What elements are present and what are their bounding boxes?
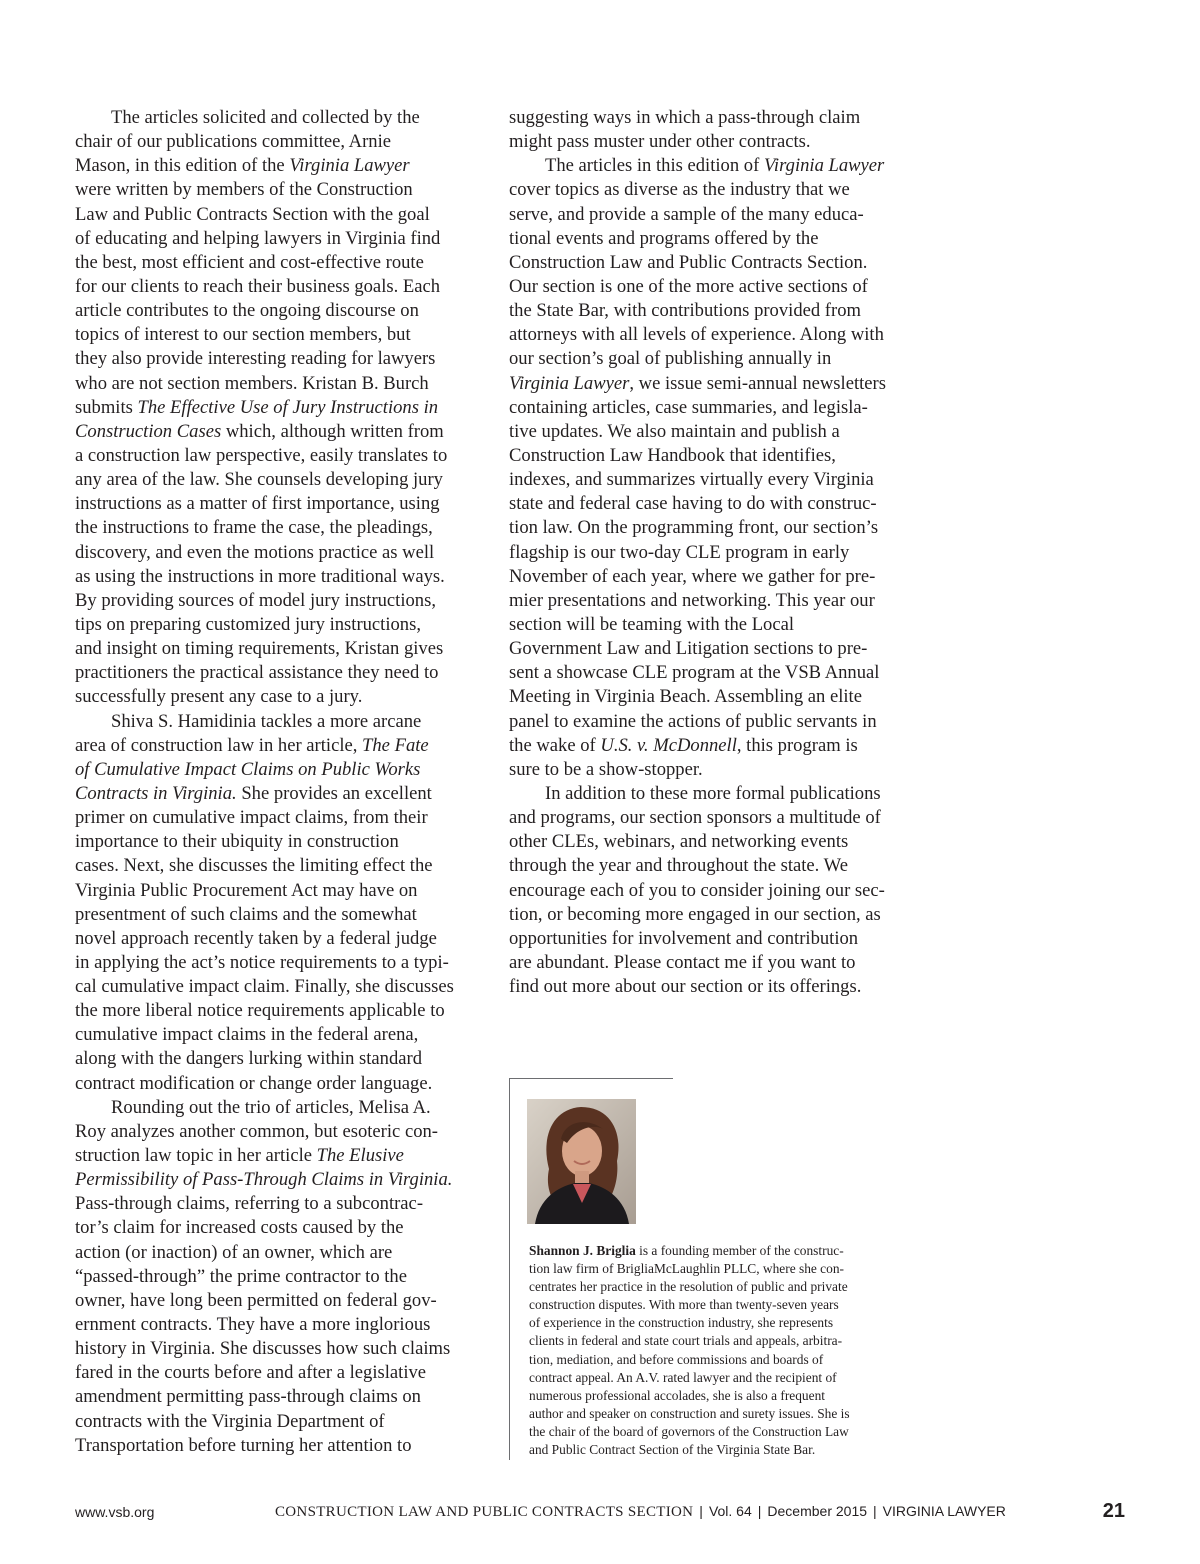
- italic-title: The Fate: [362, 734, 429, 756]
- bio-line: [529, 1369, 914, 1387]
- text-run: The articles in this edition of: [545, 155, 764, 177]
- text-line: tor’s claim for increased costs caused by the: [75, 1217, 404, 1239]
- text-line: serve, and provide a sample of the many educa-: [509, 203, 864, 225]
- text-line: [75, 758, 473, 782]
- bio-line: [529, 1441, 914, 1459]
- author-bio: [529, 1242, 914, 1459]
- text-line: fared in the courts before and after a legislative: [75, 1362, 427, 1384]
- text-line: contract modification or change order language.: [75, 1072, 433, 1094]
- bio-line: [529, 1405, 914, 1423]
- text-line: containing articles, case summaries, and legisla-: [509, 396, 868, 418]
- text-line: other CLEs, webinars, and networking events: [509, 831, 849, 853]
- footer-section-title: CONSTRUCTION LAW AND PUBLIC CONTRACTS SECTION: [275, 1504, 694, 1520]
- text-line: a construction law perspective, easily translates to: [75, 444, 448, 466]
- text-line: cumulative impact claims in the federal arena,: [75, 1024, 419, 1046]
- italic-title: The Effective Use of Jury Instructions in: [137, 396, 439, 418]
- bio-line: [529, 1242, 914, 1260]
- text-line: amendment permitting pass-through claims on: [75, 1386, 421, 1408]
- text-line: Transportation before turning her attention to: [75, 1434, 412, 1456]
- text-line: are abundant. Please contact me if you want to: [509, 951, 856, 973]
- text-run: area of construction law in her article,: [75, 734, 363, 756]
- text-line: attorneys with all levels of experience. Along with: [509, 324, 884, 346]
- text-line: Our section is one of the more active sections of: [509, 275, 868, 297]
- italic-title: Contracts in Virginia.: [75, 782, 237, 804]
- text-line: “passed-through” the prime contractor to the: [75, 1265, 407, 1287]
- text-run: , this program is: [736, 734, 858, 756]
- text-line: [75, 420, 473, 444]
- italic-title: Virginia Lawyer: [509, 372, 630, 394]
- text-line: sure to be a show-stopper.: [509, 758, 703, 780]
- text-line: [509, 372, 909, 396]
- text-line: novel approach recently taken by a federal judge: [75, 927, 437, 949]
- text-line: section will be teaming with the Local: [509, 613, 795, 635]
- text-line: [75, 396, 473, 420]
- text-line: practitioners the practical assistance they need to: [75, 662, 439, 684]
- italic-title: Construction Cases: [75, 420, 222, 442]
- text-line: were written by members of the Construction: [75, 179, 413, 201]
- text-line: successfully present any case to a jury.: [75, 686, 363, 708]
- bio-line: [529, 1278, 914, 1296]
- text-line: cal cumulative impact claim. Finally, she discusses: [75, 976, 454, 998]
- text-line: the best, most efficient and cost-effective route: [75, 251, 424, 273]
- italic-title: U.S. v. McDonnell: [600, 734, 737, 756]
- bio-text: is a founding member of the construc-: [635, 1243, 844, 1258]
- bio-line: [529, 1314, 914, 1332]
- text-line: [75, 782, 473, 806]
- text-line: tive updates. We also maintain and publish a: [509, 420, 840, 442]
- bio-frame-rule-top: [509, 1078, 673, 1079]
- footer-separator: |: [873, 1503, 877, 1519]
- text-line: ernment contracts. They have a more inglorious: [75, 1314, 431, 1336]
- text-line: Government Law and Litigation sections to pre-: [509, 638, 868, 660]
- article-column-left: [75, 106, 473, 1458]
- text-line: Meeting in Virginia Beach. Assembling an elite: [509, 686, 862, 708]
- italic-title: Permissibility of Pass-Through Claims in Virginia.: [75, 1169, 453, 1191]
- text-line: the State Bar, with contributions provided from: [509, 300, 861, 322]
- text-run: , we issue semi-annual newsletters: [629, 372, 886, 394]
- text-line: any area of the law. She counsels developing jury: [75, 469, 443, 491]
- text-line: Law and Public Contracts Section with the goal: [75, 203, 430, 225]
- text-line: [75, 1168, 473, 1192]
- author-name: Shannon J. Briglia: [529, 1243, 636, 1258]
- bio-text: tion law firm of BrigliaMcLaughlin PLLC, where she con-: [529, 1261, 844, 1277]
- bio-line: [529, 1423, 914, 1441]
- text-line: sent a showcase CLE program at the VSB Annual: [509, 662, 880, 684]
- text-line: presentment of such claims and the somewhat: [75, 903, 417, 925]
- text-line: cover topics as diverse as the industry that we: [509, 179, 850, 201]
- text-line: tional events and programs offered by the: [509, 227, 819, 249]
- bio-line: [529, 1351, 914, 1369]
- footer-separator: |: [757, 1503, 762, 1519]
- bio-text: numerous professional accolades, she is also a frequent: [529, 1387, 825, 1403]
- text-line: Construction Law Handbook that identifies,: [509, 444, 836, 466]
- text-line: tion, or becoming more engaged in our section, as: [509, 903, 881, 925]
- text-line: action (or inaction) of an owner, which are: [75, 1241, 393, 1263]
- text-line: The articles solicited and collected by the: [111, 107, 420, 128]
- text-line: and insight on timing requirements, Kristan gives: [75, 638, 444, 660]
- bio-text: clients in federal and state court trials and appeals, arbitra-: [529, 1333, 843, 1349]
- text-line: Virginia Public Procurement Act may have on: [75, 879, 418, 901]
- text-line: the instructions to frame the case, the pleadings,: [75, 517, 433, 539]
- text-line: of educating and helping lawyers in Virginia find: [75, 227, 441, 249]
- italic-title: Virginia Lawyer: [289, 155, 410, 177]
- footer-publication: VIRGINIA LAWYER: [882, 1503, 1006, 1519]
- bio-line: [529, 1387, 914, 1405]
- italic-title: The Elusive: [316, 1145, 404, 1167]
- text-line: along with the dangers lurking within standard: [75, 1048, 423, 1070]
- text-line: instructions as a matter of first importance, using: [75, 493, 440, 515]
- footer-date: December 2015: [767, 1503, 868, 1519]
- page-number: 21: [1102, 1500, 1125, 1522]
- text-line: discovery, and even the motions practice as well: [75, 541, 435, 563]
- bio-text: and Public Contract Section of the Virginia State Bar.: [529, 1442, 816, 1458]
- text-line: as using the instructions in more traditional ways.: [75, 565, 445, 587]
- text-line: encourage each of you to consider joining our sec-: [509, 879, 885, 901]
- text-line: In addition to these more formal publications: [545, 782, 881, 804]
- text-line: chair of our publications committee, Arnie: [75, 131, 392, 153]
- text-line: Shiva S. Hamidinia tackles a more arcane: [111, 710, 422, 732]
- text-line: in applying the act’s notice requirements to a typi-: [75, 951, 449, 973]
- text-line: owner, have long been permitted on federal gov-: [75, 1289, 437, 1311]
- bio-line: [529, 1296, 914, 1314]
- text-line: Construction Law and Public Contracts Section.: [509, 251, 868, 273]
- text-line: our section’s goal of publishing annually in: [509, 348, 832, 370]
- text-line: history in Virginia. She discusses how such claims: [75, 1338, 451, 1360]
- bio-text: of experience in the construction industry, she represents: [529, 1315, 834, 1331]
- footer-url[interactable]: www.vsb.org: [75, 1504, 155, 1520]
- text-line: through the year and throughout the state. We: [509, 855, 848, 877]
- text-line: the more liberal notice requirements applicable to: [75, 1000, 445, 1022]
- text-line: state and federal case having to do with construc-: [509, 493, 877, 515]
- text-line: who are not section members. Kristan B. Burch: [75, 372, 429, 394]
- italic-title: of Cumulative Impact Claims on Public Works: [75, 758, 421, 780]
- bio-text: centrates her practice in the resolution of public and private: [529, 1279, 848, 1295]
- text-line: November of each year, where we gather for pre-: [509, 565, 876, 587]
- text-line: and programs, our section sponsors a multitude of: [509, 807, 881, 829]
- article-column-right: [509, 106, 909, 999]
- footer-separator: |: [699, 1503, 703, 1519]
- footer-volume: Vol. 64: [708, 1503, 752, 1519]
- text-line: [509, 154, 909, 178]
- text-line: [509, 734, 909, 758]
- text-line: [75, 734, 473, 758]
- text-run: which, although written from: [221, 420, 444, 442]
- text-line: By providing sources of model jury instructions,: [75, 589, 436, 611]
- text-run: She provides an excellent: [236, 782, 432, 804]
- text-line: opportunities for involvement and contribution: [509, 927, 859, 949]
- bio-line: [529, 1260, 914, 1278]
- italic-title: Virginia Lawyer: [763, 155, 885, 177]
- text-line: cases. Next, she discusses the limiting effect the: [75, 855, 433, 877]
- bio-text: construction disputes. With more than twenty-seven years: [529, 1297, 839, 1313]
- text-line: for our clients to reach their business goals. Each: [75, 275, 441, 297]
- text-line: tips on preparing customized jury instructions,: [75, 613, 421, 635]
- text-run: the wake of: [509, 734, 601, 756]
- page-footer: [75, 1500, 1125, 1530]
- text-line: contracts with the Virginia Department of: [75, 1410, 385, 1432]
- text-line: [75, 1144, 473, 1168]
- text-line: mier presentations and networking. This year our: [509, 589, 875, 611]
- text-run: struction law topic in her article: [75, 1145, 317, 1167]
- text-line: [75, 154, 473, 178]
- text-line: tion law. On the programming front, our section’s: [509, 517, 879, 539]
- text-line: Roy analyzes another common, but esoteric con-: [75, 1120, 438, 1142]
- author-photo: [527, 1099, 636, 1224]
- bio-text: tion, mediation, and before commissions and boards of: [529, 1351, 824, 1367]
- text-line: panel to examine the actions of public servants in: [509, 710, 877, 732]
- text-line: Pass-through claims, referring to a subcontrac-: [75, 1193, 424, 1215]
- text-line: Rounding out the trio of articles, Melisa A.: [111, 1096, 431, 1118]
- text-line: indexes, and summarizes virtually every Virginia: [509, 469, 874, 491]
- footer-running-title: [275, 1503, 1006, 1521]
- text-line: primer on cumulative impact claims, from their: [75, 807, 428, 829]
- text-line: might pass muster under other contracts.: [509, 131, 811, 153]
- bio-text: contract appeal. An A.V. rated lawyer and the recipient of: [529, 1369, 837, 1385]
- text-line: article contributes to the ongoing discourse on: [75, 300, 419, 322]
- text-line: find out more about our section or its offerings.: [509, 976, 862, 998]
- bio-text: author and speaker on construction and surety issues. She is: [529, 1405, 850, 1421]
- bio-text: the chair of the board of governors of the Construction Law: [529, 1423, 849, 1439]
- text-line: they also provide interesting reading for lawyers: [75, 348, 436, 370]
- bio-frame-rule-left: [509, 1078, 510, 1460]
- text-line: flagship is our two-day CLE program in early: [509, 541, 850, 563]
- text-line: topics of interest to our section members, but: [75, 324, 411, 346]
- text-line: suggesting ways in which a pass-through claim: [509, 107, 861, 128]
- text-run: submits: [75, 396, 138, 418]
- text-run: Mason, in this edition of the: [75, 155, 290, 177]
- bio-line: [529, 1332, 914, 1350]
- text-line: importance to their ubiquity in construction: [75, 831, 399, 853]
